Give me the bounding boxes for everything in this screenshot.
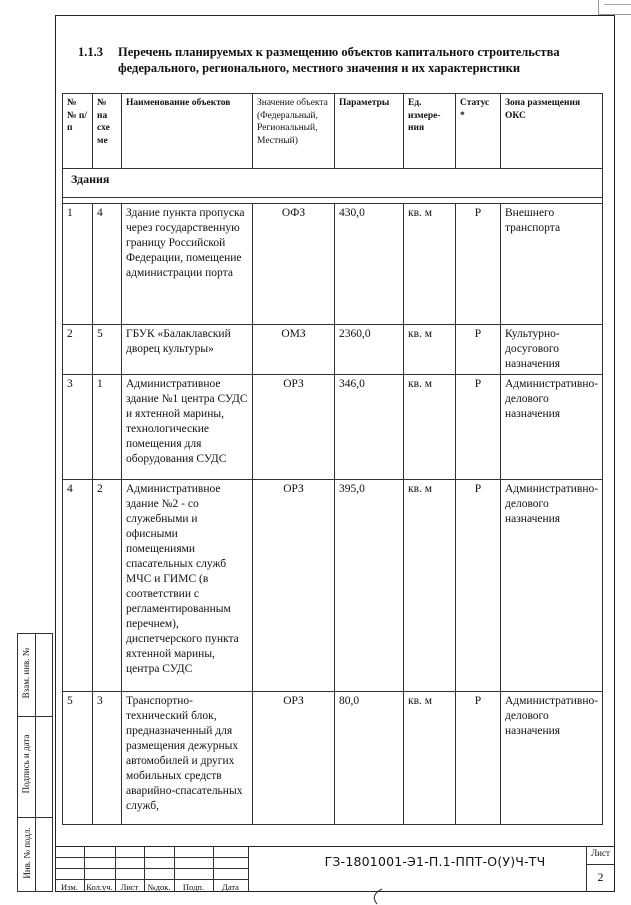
heading-title: Перечень планируемых к размещению объектов капитального строительства федерального, регионального, местного значения и их характеристики xyxy=(118,45,560,75)
cell-scheme: 4 xyxy=(93,204,122,325)
inv-label: Инв. № подл. xyxy=(22,827,32,879)
corner-mark-line xyxy=(604,4,631,12)
cell-significance: ОМЗ xyxy=(253,325,335,375)
table-row xyxy=(63,692,603,825)
cell-significance: ОРЗ xyxy=(253,375,335,480)
cell-unit: кв. м xyxy=(404,375,456,480)
cell-zone: Административно-делового назначения xyxy=(501,375,603,480)
cell-params: 346,0 xyxy=(335,375,404,480)
section-heading xyxy=(78,44,593,76)
cell-unit: кв. м xyxy=(404,480,456,692)
table-header-row xyxy=(63,94,603,169)
heading-number: 1.1.3 xyxy=(78,45,103,59)
col-podp: Подп. xyxy=(182,882,205,892)
cell-scheme: 5 xyxy=(93,325,122,375)
table-row xyxy=(63,480,603,692)
cell-params: 80,0 xyxy=(335,692,404,825)
cell-name: Административное здание №2 - со служебными и офисными помещениями спасательных служб МЧС и ГИМС (в соответствии с регламентированным перечнем), диспетчерского пункта яхтенной марины, центра СУДС xyxy=(122,480,253,692)
cell-status: Р xyxy=(456,325,501,375)
header-zone: Зона размещения ОКС xyxy=(501,94,603,169)
header-scheme: № на схе ме xyxy=(93,94,122,169)
cell-name: ГБУК «Балаклавский дворец культуры» xyxy=(122,325,253,375)
cell-status: Р xyxy=(456,692,501,825)
cell-np: 5 xyxy=(63,692,93,825)
col-izm: Изм. xyxy=(61,882,78,892)
col-list: Лист xyxy=(120,882,139,892)
col-data: Дата xyxy=(222,882,239,892)
side-stamp xyxy=(17,633,53,892)
cell-unit: кв. м xyxy=(404,692,456,825)
objects-table xyxy=(62,93,603,825)
cell-np: 3 xyxy=(63,375,93,480)
cell-status: Р xyxy=(456,204,501,325)
cell-np: 1 xyxy=(63,204,93,325)
cell-unit: кв. м xyxy=(404,204,456,325)
cell-scheme: 2 xyxy=(93,480,122,692)
sheet-number: 2 xyxy=(597,870,604,884)
cell-scheme: 1 xyxy=(93,375,122,480)
cell-name: Транспортно-технический блок, предназначенный для размещения дежурных автомобилей и других мобильных средств аварийно-спасательных служб, xyxy=(122,692,253,825)
header-np: № № п/п xyxy=(63,94,93,169)
cell-significance: ОРЗ xyxy=(253,692,335,825)
cell-significance: ОФЗ xyxy=(253,204,335,325)
cell-params: 395,0 xyxy=(335,480,404,692)
cell-np: 4 xyxy=(63,480,93,692)
stamp-hline xyxy=(586,864,615,865)
pen-mark xyxy=(368,888,392,905)
cell-params: 2360,0 xyxy=(335,325,404,375)
header-name: Наименование объектов xyxy=(122,94,253,169)
header-significance: Значение объекта (Федеральный, Региональный, Местный) xyxy=(253,94,335,169)
cell-params: 430,0 xyxy=(335,204,404,325)
cell-name: Административное здание №1 центра СУДС и яхтенной марины, технологические помещения для оборудования СУДС xyxy=(122,375,253,480)
cell-zone: Административно-делового назначения xyxy=(501,692,603,825)
section-row xyxy=(63,169,603,198)
cell-zone: Культурно-досугового назначения xyxy=(501,325,603,375)
cell-unit: кв. м xyxy=(404,325,456,375)
header-unit: Ед. измере- ния xyxy=(404,94,456,169)
col-koluch: Кол.уч. xyxy=(86,882,113,892)
header-status: Статус * xyxy=(456,94,501,169)
cell-zone: Административно-делового назначения xyxy=(501,480,603,692)
cell-zone: Внешнего транспорта xyxy=(501,204,603,325)
document-code: ГЗ-1801001-Э1-П.1-ППТ-О(У)Ч-ТЧ xyxy=(324,854,546,869)
cell-status: Р xyxy=(456,375,501,480)
cell-scheme: 3 xyxy=(93,692,122,825)
cell-status: Р xyxy=(456,480,501,692)
section-title: Здания xyxy=(63,169,603,198)
title-block xyxy=(55,846,615,892)
podpis-label: Подпись и дата xyxy=(21,734,31,794)
cell-name: Здание пункта пропуска через государственную границу Российской Федерации, помещение администрации порта xyxy=(122,204,253,325)
cell-np: 2 xyxy=(63,325,93,375)
side-divider xyxy=(35,634,36,891)
table-row xyxy=(63,375,603,480)
col-ndok: №док. xyxy=(147,882,171,892)
vzam-label: Взам. инв. № xyxy=(21,647,31,699)
table-row xyxy=(63,325,603,375)
cell-significance: ОРЗ xyxy=(253,480,335,692)
table-row xyxy=(63,204,603,325)
header-params: Параметры xyxy=(335,94,404,169)
stamp-vline xyxy=(248,847,249,892)
sheet-label: Лист xyxy=(591,848,610,858)
